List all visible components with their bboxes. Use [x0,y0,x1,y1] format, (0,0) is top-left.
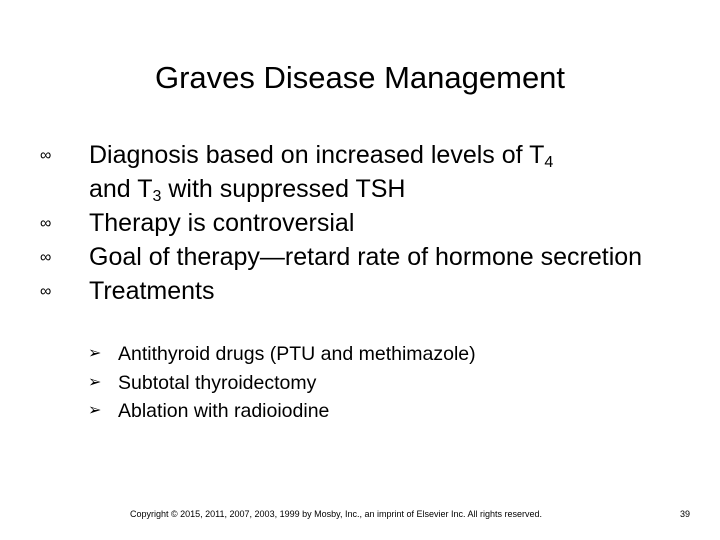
arrow-bullet-icon: ➢ [88,345,102,362]
bullet-item-goal [40,240,680,274]
sub-bullet-text: Antithyroid drugs (PTU and methimazole) [118,343,476,365]
bullet-item-diagnosis [40,138,680,206]
sub-bullet-text: Ablation with radioiodine [118,400,330,422]
arrow-bullet-icon: ➢ [88,402,102,419]
bullet-text-part: Diagnosis based on increased levels of T [89,141,545,169]
sub-bullet-item [88,397,648,426]
bullet-item-treatments [40,274,680,308]
sub-bullet-list [88,340,648,426]
sub-bullet-item [88,340,648,369]
bullet-marker-icon: ∞ [40,249,52,266]
bullet-text: Goal of therapy—retard rate of hormone secretion [89,243,643,271]
sub-bullet-text: Subtotal thyroidectomy [118,371,317,394]
bullet-marker-icon: ∞ [40,147,52,164]
bullet-marker-icon: ∞ [40,283,52,300]
bullet-item-therapy [40,206,680,240]
sub-bullet-item [88,369,648,398]
bullet-marker-icon: ∞ [40,215,52,232]
subscript-three: 3 [152,188,162,205]
page-number: 39 [679,509,690,519]
slide-title: Graves Disease Management [154,60,566,95]
bullet-text: Therapy is controversial [89,209,355,237]
bullet-text: Treatments [89,277,215,305]
bullet-list [40,138,680,308]
bullet-text-part: and T [89,175,153,203]
bullet-text-part: with suppressed TSH [161,175,406,203]
copyright-footer: Copyright © 2015, 2011, 2007, 2003, 1999 by Mosby, Inc., an imprint of Elsevier Inc. All rights reserved. [130,509,543,519]
subscript-four: 4 [544,154,554,171]
arrow-bullet-icon: ➢ [88,373,102,391]
